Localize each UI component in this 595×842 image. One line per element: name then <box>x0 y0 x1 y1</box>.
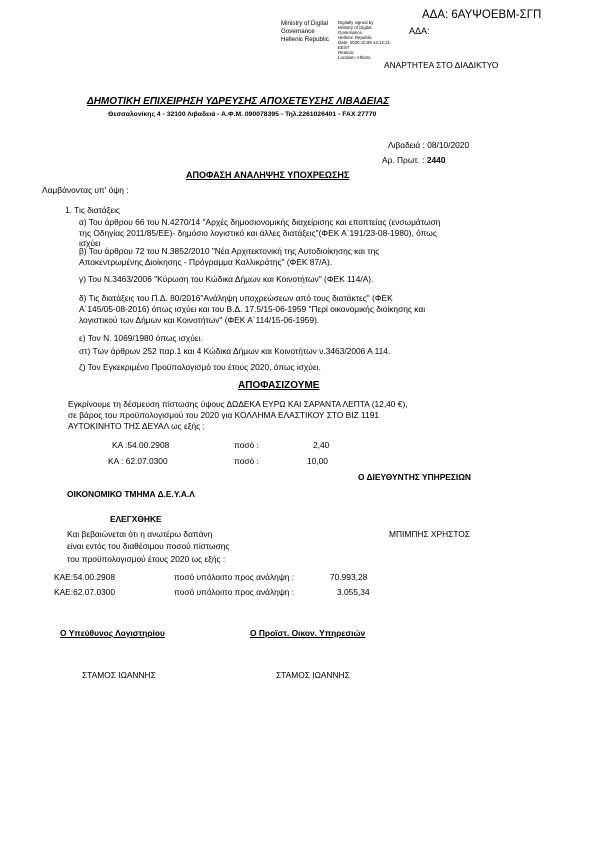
provision-e-line1: ε) Τον Ν. 1069/1980 όπως ισχύει. <box>79 333 203 343</box>
amount-label: ποσό : <box>234 456 259 466</box>
signed-line: Date: 2020.10.08 14:12:21 <box>338 40 390 45</box>
check-text-line2: είναι εντός του διαθέσιμου ποσού πίστωσης <box>67 541 230 551</box>
finance-department: ΟΙΚΟΝΟΜΙΚΟ ΤΜΗΜΑ Δ.Ε.Υ.Α.Λ <box>67 489 195 499</box>
ada-top: ΑΔΑ: 6ΑΥΨΟΕΒΜ-ΣΓΠ <box>422 9 542 21</box>
organization-name: ΔΗΜΟΤΙΚΗ ΕΠΙΧΕΙΡΗΣΗ ΥΔΡΕΥΣΗΣ ΑΠΟΧΕΤΕΥΣΗΣ ΛΙΒΑΔΕΙΑΣ <box>87 96 390 107</box>
check-text-line3: του προϋπολογισμού έτους 2020 ως εξής : <box>67 554 226 564</box>
provision-f-line1: στ) Των άρθρων 252 παρ.1 και 4 Κώδικα Δήμων και Κοινοτήτων ν.3463/2006 Α 114. <box>79 346 391 356</box>
signed-block <box>338 20 390 60</box>
signed-line: EEST <box>338 45 350 50</box>
remaining-value: 70.993,28 <box>330 572 368 582</box>
provision-d-line1: δ) Τις διατάξεις του Π.Δ. 80/2016"Ανάληψη υποχρεώσεων από τους διατάκτες" (ΦΕΚ <box>79 293 393 303</box>
amount-label: ποσό : <box>234 440 259 450</box>
approval-line2: σε βάρος του προϋπολογισμού του 2020 για ΚΟΛΛΗΜΑ ΕΛΑΣΤΙΚΟΥ ΣΤΟ ΒΙΖ 1191 <box>68 410 380 420</box>
protocol-line <box>382 155 446 166</box>
signed-line: Hellenic Republic <box>338 35 372 40</box>
ministry-line: Ministry of Digital <box>281 20 329 27</box>
document-date: Λιβαδειά : 08/10/2020 <box>388 140 470 150</box>
provision-a-line2: της Οδηγίας 2011/85/ΕΕ)- δημόσιο λογιστικό και άλλες διατάξεις"(ΦΕΚ Α΄191/23-08-1980), όπως <box>79 228 437 238</box>
protocol-number: 2440 <box>426 155 446 165</box>
protocol-label: Αρ. Πρωτ. : <box>382 155 425 165</box>
provision-b-line1: β) Του άρθρου 72 του Ν.3852/2010 "Νέα Αρχιτεκτονική της Αυτοδιοίκησης και της <box>79 246 380 256</box>
amount-value: 2,40 <box>313 440 330 450</box>
ministry-line: Hellenic Republic <box>281 36 329 43</box>
decision-heading: ΑΠΟΦΑΣΙΖΟΥΜΕ <box>238 380 320 391</box>
signed-line: Governance, <box>338 30 364 35</box>
amount-ka: ΚΑ : 62.07.0300 <box>108 456 168 466</box>
check-text-line1: Και βεβαιώνεται ότι η ανωτέρω δαπάνη <box>67 529 213 539</box>
considering-label: Λαμβάνοντας υπ' όψη : <box>42 185 129 195</box>
amount-ka: ΚΑ :54.00.2908 <box>112 440 170 450</box>
provisions-heading: 1. Τις διατάξεις <box>65 205 120 215</box>
amount-value: 10,00 <box>307 456 328 466</box>
remaining-label: ποσό υπόλοιπο προς ανάληψη : <box>174 587 295 597</box>
provision-c-line1: γ) Του Ν.3463/2006 "Κύρωση του Κώδικα Δήμων και Κοινοτήτων" (ΦΕΚ 114/Α). <box>79 274 374 284</box>
provision-d-line3: λογιστικού των Δήμων και Κοινοτήτων" (ΦΕΚ Α΄114/15-06-1959). <box>79 315 320 325</box>
ministry-block <box>281 20 329 44</box>
provision-d-line2: Α΄145/05-08-2016) όπως ισχύει και του Β.Δ. 17.5/15-06-1959 "Περί οικονομικής διοίκησης και <box>79 304 426 314</box>
director-title: Ο ΔΙΕΥΘΥΝΤΗΣ ΥΠΗΡΕΣΙΩΝ <box>358 472 471 482</box>
finance-head-name: ΣΤΑΜΟΣ ΙΩΑΝΝΗΣ <box>276 670 350 680</box>
remaining-label: ποσό υπόλοιπο προς ανάληψη : <box>174 572 295 582</box>
signed-line: Digitally signed by <box>338 20 374 25</box>
provision-a-line3: ισχύει <box>79 238 101 248</box>
accountant-name: ΣΤΑΜΟΣ ΙΩΑΝΝΗΣ <box>82 670 156 680</box>
remaining-value: 3.055,34 <box>337 587 370 597</box>
signed-line: Reason: <box>338 50 355 55</box>
ada-small: ΑΔΑ: <box>409 26 430 36</box>
ministry-line: Governance <box>281 28 315 35</box>
provision-a-line1: α) Του άρθρου 66 του Ν.4270/14 "Αρχές δημοσιονομικής διαχείρισης και εποπτείας (ενσωμάτωση <box>79 217 441 227</box>
director-name: ΜΠΙΜΠΗΣ ΧΡΗΣΤΟΣ <box>389 529 470 539</box>
signed-line: Location: Athens <box>338 55 371 60</box>
accountant-title: Ο Υπεύθυνος Λογιστηρίου <box>60 628 165 638</box>
publish-notice: ΑΝΑΡΤΗΤΕΑ ΣΤΟ ΔΙΑΔΙΚΤΥΟ <box>384 60 499 70</box>
signed-line: Ministry of Digital <box>338 25 372 30</box>
approval-line3: ΑΥΤΟΚΙΝΗΤΟ ΤΗΣ ΔΕΥΑΛ ως εξής : <box>68 421 205 431</box>
remaining-ka: ΚΑΕ:54.00.2908 <box>54 572 116 582</box>
digital-signature-stamp <box>281 20 521 60</box>
checked-label: ΕΛΕΓΧΘΗΚΕ <box>110 514 162 524</box>
provision-b-line2: Αποκεντρωμένης Διοίκησης - Πρόγραμμα Καλλικράτης" (ΦΕΚ 87/Α). <box>79 257 333 267</box>
organization-address: Θεσσαλονίκης 4 - 32100 Λιβαδειά - Α.Φ.Μ. 090078395 - Τηλ.2261026401 - FAX 27770 <box>108 111 377 118</box>
provision-g-line1: ζ) Τον Εγκεκριμένο Προϋπολογισμό του έτους 2020, όπως ισχύει. <box>79 362 321 372</box>
approval-line1: Εγκρίνουμε τη δέσμευση πίστωσης ύψους ΔΩΔΕΚΑ ΕΥΡΩ ΚΑΙ ΣΑΡΑΝΤΑ ΛΕΠΤΑ (12,40 €), <box>68 399 408 409</box>
finance-head-title: Ο Προϊστ. Οικον. Υπηρεσιών <box>250 628 366 638</box>
remaining-ka: ΚΑΕ:62.07.0300 <box>54 587 116 597</box>
document-title: ΑΠΟΦΑΣΗ ΑΝΑΛΗΨΗΣ ΥΠΟΧΡΕΩΣΗΣ <box>186 170 350 180</box>
